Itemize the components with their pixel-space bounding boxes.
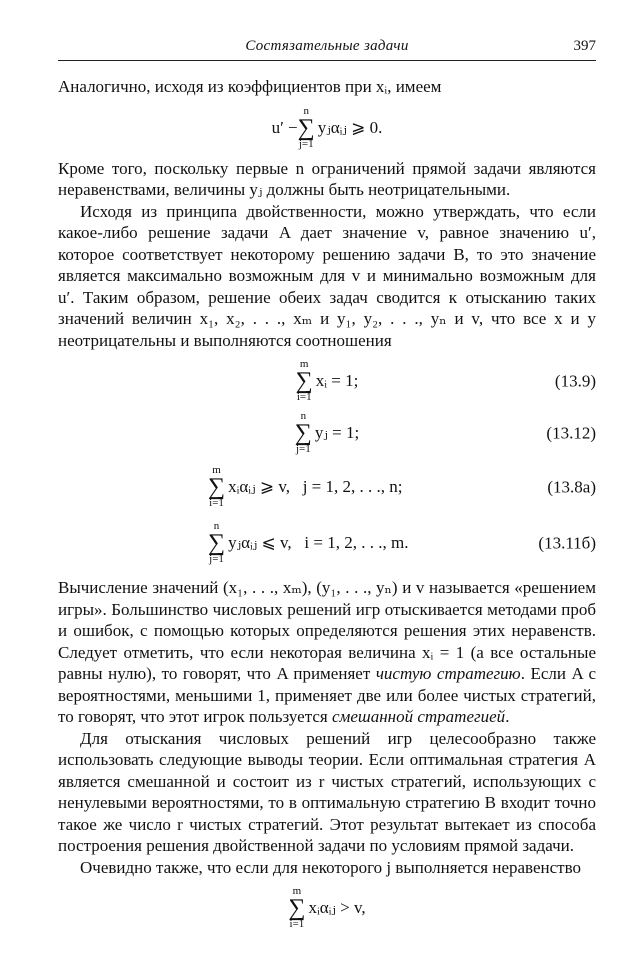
sum-operator (208, 465, 225, 509)
formula-inequality-u (58, 98, 596, 158)
equation-number: (13.12) (546, 423, 596, 443)
sum-upper-limit: n (300, 410, 307, 422)
formula-13-8a (58, 459, 596, 515)
term-mixed-strategy: смешанной стратегией (331, 707, 506, 726)
formula-rhs: yⱼαᵢⱼ ⩾ 0. (317, 117, 383, 137)
sum-lower-limit: j=1 (209, 553, 224, 565)
formula-expression: yⱼαᵢⱼ ⩽ v, i = 1, 2, . . ., m. (228, 533, 409, 553)
equation-number: (13.8а) (547, 477, 596, 497)
term-pure-strategy: чистую стратегию (375, 664, 521, 683)
sum-lower-limit: i=1 (296, 391, 312, 403)
sum-operator (296, 359, 313, 403)
formula-13-11b (58, 515, 596, 571)
sum-upper-limit: m (212, 464, 221, 476)
equation-number: (13.9) (554, 371, 596, 391)
formula-expression: xᵢαᵢⱼ ⩾ v, j = 1, 2, . . ., n; (228, 477, 403, 497)
formula-expression: yⱼ = 1; (314, 423, 360, 443)
sigma-icon: ∑ (208, 530, 226, 556)
sum-lower-limit: j=1 (298, 137, 314, 150)
sum-lower-limit: i=1 (289, 918, 305, 930)
sum-upper-limit: n (213, 520, 220, 532)
sigma-icon: ∑ (295, 368, 313, 394)
paragraph-3: Исходя из принципа двойственности, можно утверждать, что если какое-либо решение задачи A дает значение v, равное значению u′, которое соответствует некоторому решению задачи B, то это значение является максимально возможным для v и минимально возможным для u′. Таким образом, решение обеих задач сводится к отысканию таких значений величин x₁, x₂, . . ., xₘ и y₁, y₂, . . ., yₙ и v, что все x и y неотрицательны и выполняются соотношения (58, 201, 596, 350)
paragraph-2: Кроме того, поскольку первые n ограничений прямой задачи являются неравенствами, величины yⱼ должны быть неотрицательными. (58, 158, 596, 199)
formula-13-9 (58, 355, 596, 407)
paragraph-4-text: Вычисление значений (x₁, . . ., xₘ), (y₁, . . ., yₙ) и v называется «решением игры». Большинство числовых решений игр отыскивается методами проб и ошибок, с помощью которых определяются решения этих неравенств. Следует отметить, что если некоторая величина xᵢ = 1 (а все остальные равны нулю), то говорят, что A применяет (58, 578, 596, 683)
sum-operator (288, 886, 305, 930)
paragraph-1: Аналогично, исходя из коэффициентов при xᵢ, имеем (58, 77, 442, 96)
paragraph-4-text-2: . Если A с вероятностями, меньшими 1, применяет две или более чистых стратегий, то говорят, что этот игрок пользуется (58, 664, 597, 726)
paragraph-4-text-3: . (505, 707, 510, 726)
sum-operator (295, 411, 312, 455)
sigma-icon: ∑ (208, 474, 226, 500)
sum-upper-limit: n (303, 104, 309, 117)
page-header (58, 36, 596, 61)
paragraph-5: Для отыскания числовых решений игр целесообразно также использовать следующие выводы теории. Если оптимальная стратегия A является смешанной и состоит из r чистых стратегий, использующих с ненулевыми вероятностями, то в оптимальную стратегию B входит точно такое же число r чистых стратегий. Этот результат вытекает из способа построения решения двойственной задачи по условиям прямой задачи. (58, 728, 596, 855)
formula-lhs: u′ − (271, 117, 298, 137)
paragraph-4 (58, 577, 596, 728)
sum-upper-limit: m (299, 358, 309, 370)
running-title: Состязательные задачи (245, 38, 409, 54)
sigma-icon: ∑ (294, 420, 312, 446)
sum-operator (208, 521, 225, 565)
equation-number: (13.11б) (538, 533, 596, 553)
formula-13-12 (58, 407, 596, 459)
sigma-icon: ∑ (297, 114, 315, 141)
sum-lower-limit: i=1 (209, 497, 224, 509)
sum-lower-limit: j=1 (295, 443, 311, 455)
sigma-icon: ∑ (288, 895, 306, 921)
page-number: 397 (573, 38, 596, 54)
formula-expression: xᵢαᵢⱼ > v, (308, 898, 366, 918)
page-body (58, 76, 596, 938)
sum-operator (298, 106, 315, 150)
formula-expression: xᵢ = 1; (315, 371, 359, 391)
sum-upper-limit: m (292, 885, 302, 897)
formula-final-inequality (58, 878, 596, 938)
paragraph-6: Очевидно также, что если для некоторого j выполняется неравенство (80, 857, 582, 877)
